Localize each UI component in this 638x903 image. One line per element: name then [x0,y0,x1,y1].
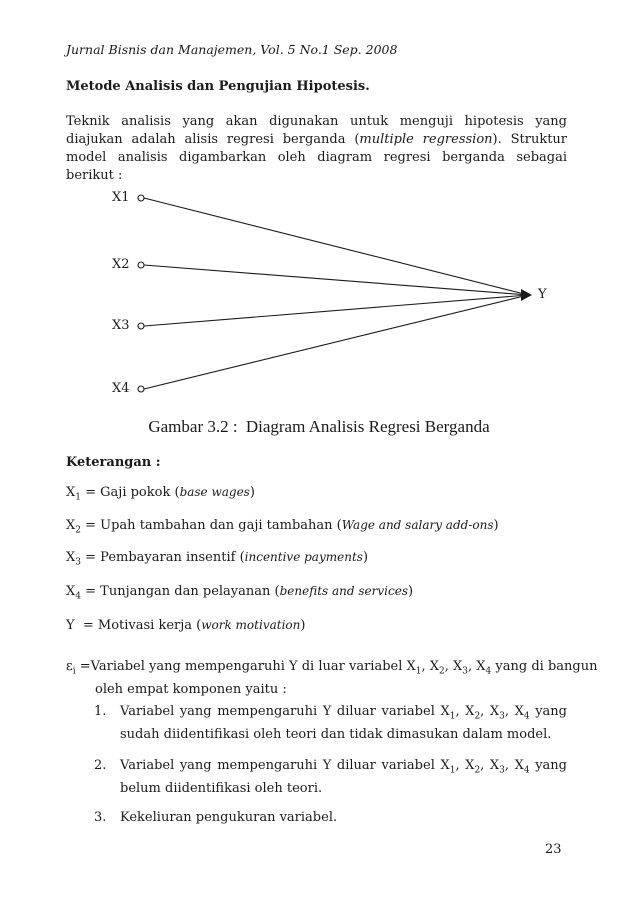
regression-diagram [0,185,638,415]
node-x1-icon [138,195,144,201]
section-title: Metode Analisis dan Pengujian Hipotesis. [66,79,370,94]
diagram-label-x2: X2 [112,257,130,272]
list-item: 1. Variabel yang mempengaruhi Y diluar variabel $X_1$, $X_2$, $X_3$, $X_4$ yang sudah diidentifikasi oleh teori dan tidak dimasukan dalam model. [94,704,567,742]
definition-x2: $X_2$ = Upah tambahan dan gaji tambahan (Wage and salary add-ons) [66,518,499,536]
arrowhead-icon [521,289,532,301]
epsilon-line-2: oleh empat komponen yaitu : [95,681,287,697]
definition-x4: $X_4$ = Tunjangan dan pelayanan (benefits and services) [66,584,414,602]
diagram-label-x3: X3 [112,318,130,333]
node-x2-icon [138,262,144,268]
diagram-label-y: Y [538,287,547,302]
definition-y: Y = Motivasi kerja (work motivation) [66,618,306,633]
caption-text: Diagram Analisis Regresi Berganda [245,417,490,436]
intro-italic-term: multiple regression [359,132,493,147]
arrow-line-x3 [144,295,528,326]
caption-prefix: Gambar 3.2 : [148,417,238,436]
node-x3-icon [138,323,144,329]
definition-x3: $X_3$ = Pembayaran insentif (incentive payments) [66,550,369,568]
intro-text-2: ). Struktur model analisis digambarkan oleh diagram regresi berganda sebagai berikut : [66,132,568,183]
page-number: 23 [545,842,562,857]
definition-x1: $X_1$ = Gaji pokok (base wages) [66,485,255,503]
intro-text-1: Teknik analisis yang akan digunakan untuk menguji hipotesis yang diajukan adalah alisis regresi berganda ( [66,114,567,147]
running-header: Jurnal Bisnis dan Manajemen, Vol. 5 No.1 Sep. 2008 [66,42,398,57]
figure-caption [0,417,638,437]
diagram-label-x4: X4 [112,381,130,396]
epsilon-line-1: $\varepsilon_i$ =Variabel yang mempengaruhi Y di luar variabel $X_1$, $X_2$, $X_3$, $X_4$ yang di bangun [66,659,598,677]
intro-paragraph [66,113,567,185]
node-x4-icon [138,386,144,392]
diagram-label-x1: X1 [112,190,130,205]
arrow-line-x4 [144,295,528,389]
list-item: 2. Variabel yang mempengaruhi Y diluar variabel $X_1$, $X_2$, $X_3$, $X_4$ yang belum diidentifikasi oleh teori. [94,758,567,796]
epsilon-definition [66,658,598,699]
keterangan-title: Keterangan : [66,455,161,470]
list-item: 3. Kekeliuran pengukuran variabel. [94,810,338,825]
